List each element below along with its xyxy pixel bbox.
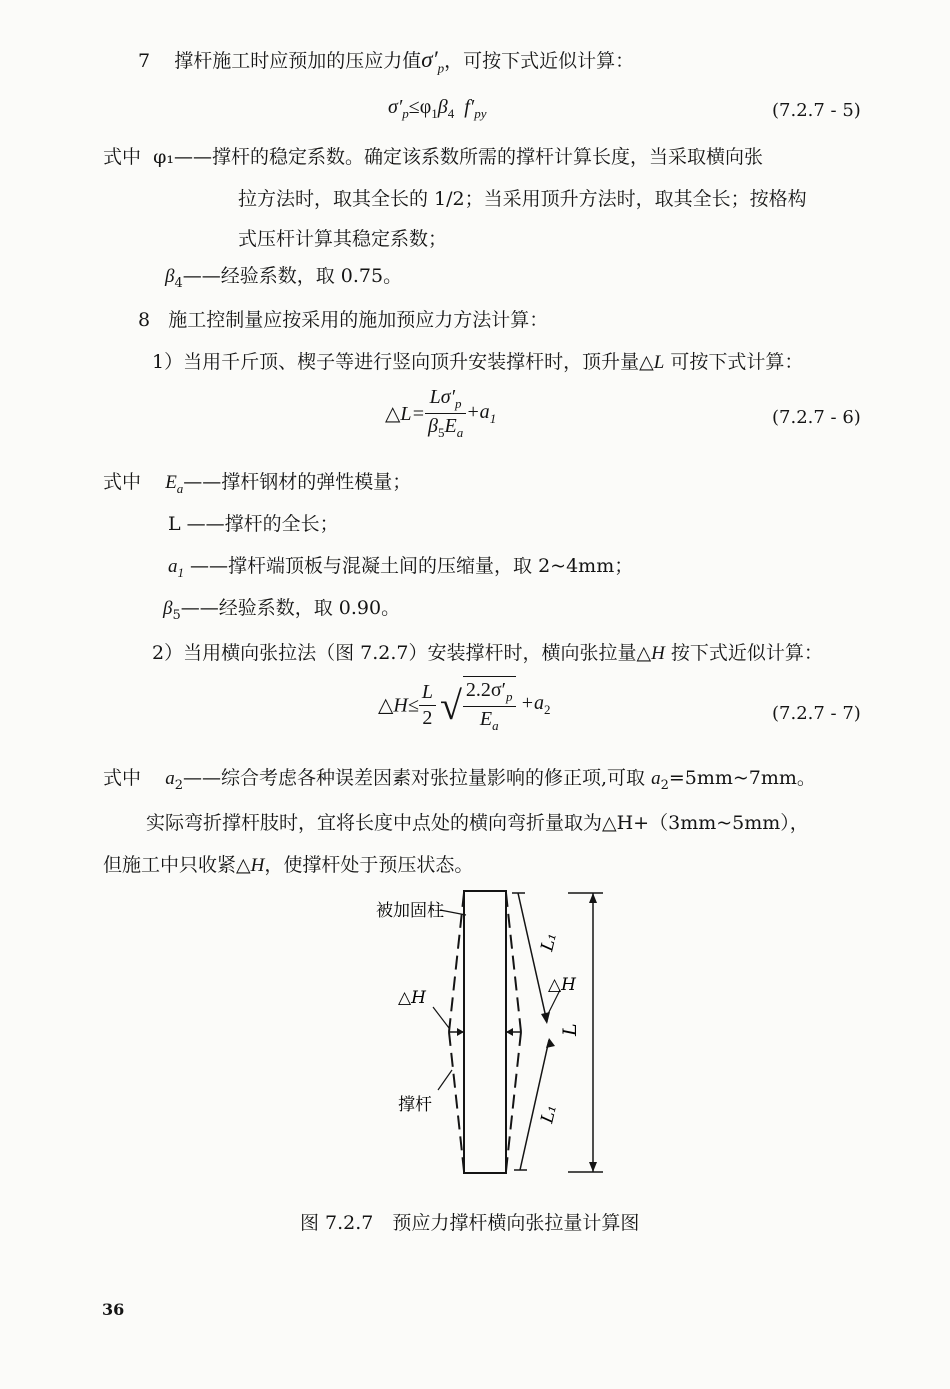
item8-line: 8 施工控制量应按采用的施加预应力方法计算：	[138, 309, 549, 331]
right-strut-upper	[506, 893, 521, 1032]
where2-a1: $a_1$ ——撑杆端顶板与混凝土间的压缩量，取 2~4mm；	[168, 555, 634, 580]
equation-number-5: (7.2.7 - 5)	[772, 100, 861, 121]
label-strut: 撑杆	[398, 1095, 432, 1115]
left-strut-lower	[449, 1032, 464, 1171]
item7-text-after: ，可按下式近似计算：	[444, 50, 635, 72]
sub2-line: 2）当用横向张拉法（图 7.2.7）安装撑杆时，横向张拉量△H 按下式近似计算：	[152, 642, 823, 664]
label-column: 被加固柱	[376, 901, 444, 921]
column-rect	[464, 891, 506, 1173]
where2-l: L ——撑杆的全长；	[168, 513, 339, 535]
where1-line3: 式压杆计算其稳定系数；	[238, 228, 448, 250]
label-l: L	[559, 1023, 581, 1036]
item7-sigma: $\sigma'_p$	[421, 47, 445, 76]
label-l1-top: L₁	[537, 930, 561, 954]
item7-number: 7	[138, 50, 151, 72]
item7-text-before: 撑杆施工时应预加的压应力值	[174, 50, 422, 72]
where1-beta4: $\beta_4——$经验系数，取 0.75。	[165, 265, 403, 291]
para-line2: 但施工中只收紧△H，使撑杆处于预压状态。	[103, 854, 474, 876]
right-strut-lower	[506, 1032, 521, 1171]
label-delta-h-right: △H	[548, 975, 576, 995]
where1-line1: 式中 φ₁——撑杆的稳定系数。确定该系数所需的撑杆计算长度，当采取横向张	[103, 146, 764, 168]
equation-number-7: (7.2.7 - 7)	[772, 703, 861, 724]
label-l1-bottom: L₁	[537, 1102, 561, 1126]
sub1-line: 1）当用千斤顶、楔子等进行竖向顶升安装撑杆时，顶升量△L 可按下式计算：	[152, 351, 804, 373]
phi1-symbol: φ₁	[153, 146, 175, 168]
equation-7-2-7-5: $\sigma'_p\le\varphi_1\beta_4$ $f'_{py}$	[388, 96, 487, 121]
l1-upper-dim	[518, 893, 547, 1022]
where3-a2: 式中 $a_2——$综合考虑各种误差因素对张拉量影响的修正项,可取 $a_2=5mm\sim 7mm$。	[103, 767, 816, 793]
where2-ea: 式中 $E_a——$撑杆钢材的弹性模量；	[103, 471, 412, 496]
figure-caption: 图 7.2.7 预应力撑杆横向张拉量计算图	[300, 1212, 640, 1234]
equation-7-2-7-6: △L= $\frac{L\sigma'_p}{\beta_5E_a}$ $+a_1$	[385, 386, 497, 440]
equation-number-6: (7.2.7 - 6)	[772, 407, 861, 428]
page-number: 36	[102, 1300, 125, 1319]
para-line1: 实际弯折撑杆肢时，宜将长度中点处的横向弯折量取为△H+（3mm~5mm），	[146, 812, 809, 834]
label-delta-h-left: △H	[398, 988, 426, 1008]
where1-line2: 拉方法时，取其全长的 1/2；当采用顶升方法时，取其全长；按格构	[238, 188, 807, 210]
equation-7-2-7-7: △H≤ $\frac{L}{2}$ √ $\frac{2.2\sigma'_p}{E_a}$ $+a_2$	[378, 676, 551, 734]
where2-beta5: $\beta_5——$经验系数，取 0.90。	[163, 597, 401, 623]
